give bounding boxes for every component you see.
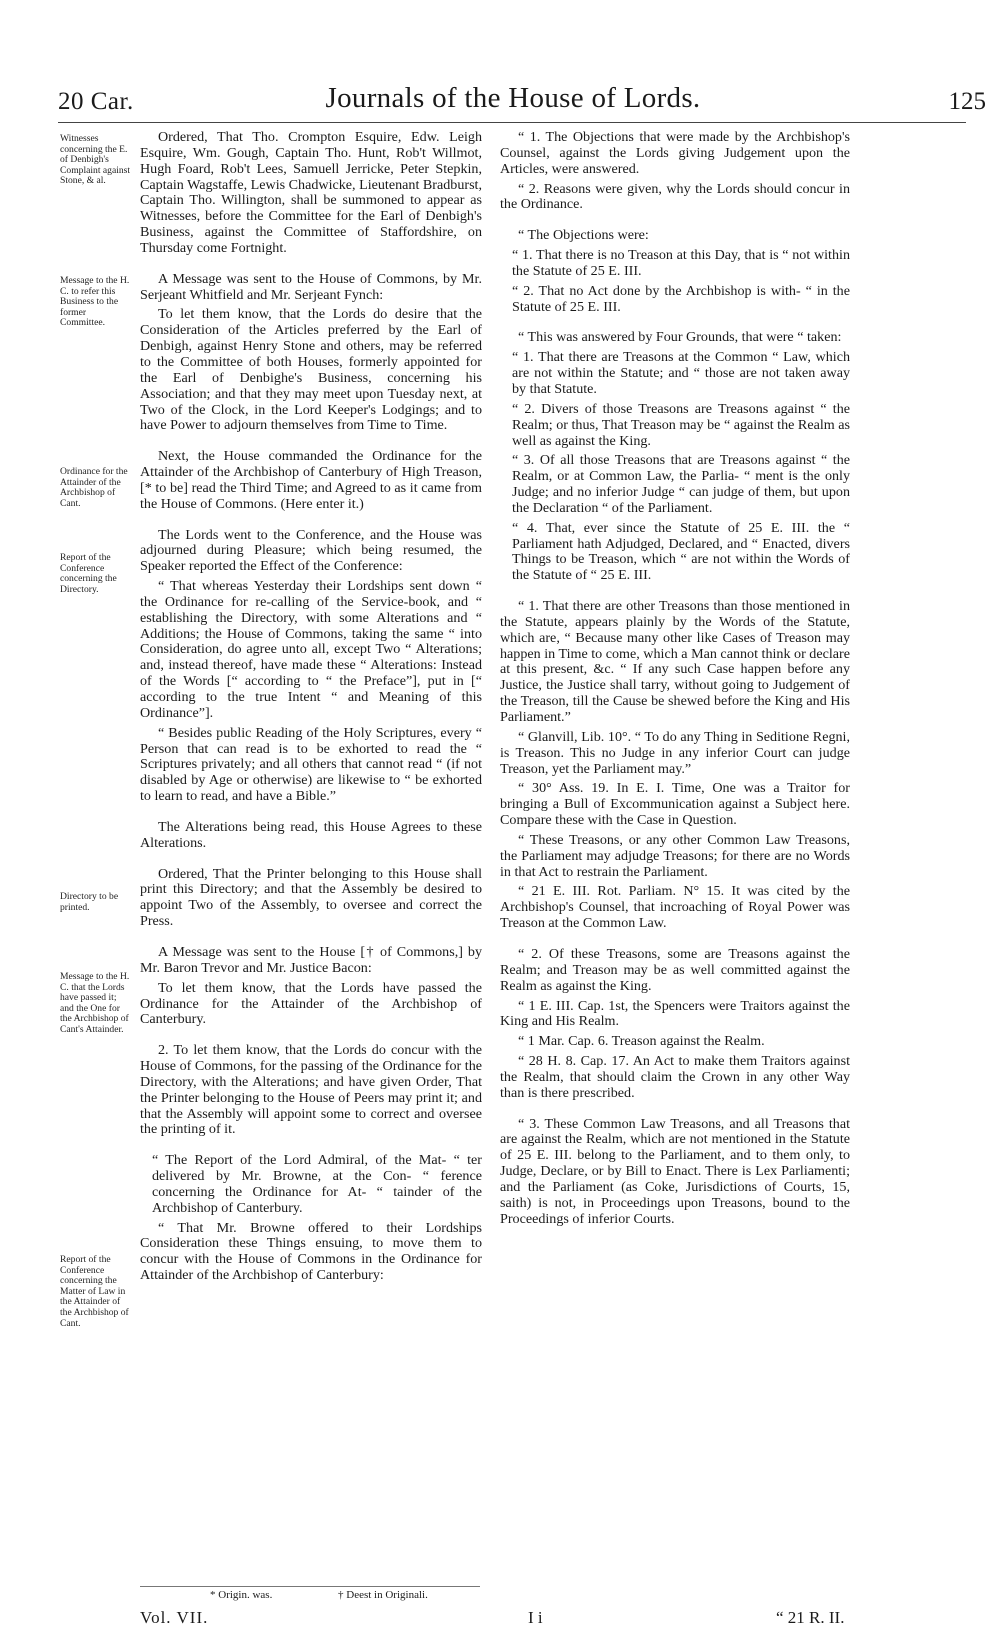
- paragraph-21-e-iii: “ 21 E. III. Rot. Parliam. N° 15. It was cited by the Archbishop's Counsel, that incroaching of Royal Power was Treason at the Common Law.: [500, 883, 850, 932]
- signature-mark: I i: [528, 1608, 543, 1627]
- margin-note-witnesses: Witnesses concerning the E. of Denbigh's Complaint against Stone, & al.: [60, 133, 131, 187]
- margin-note-message-refer: Message to the H. C. to refer this Business to the former Committee.: [60, 275, 130, 329]
- margin-note-report-law: Report of the Conference concerning the Matter of Law in the Attainder of the Archbishop of Cant.: [60, 1254, 129, 1329]
- paragraph-treasons-realm: “ 2. Of these Treasons, some are Treasons against the Realm; and Treason may be as well committed against the Realm as against the King.: [500, 945, 850, 994]
- paragraph-ordinance-third-reading: Next, the House commanded the Ordinance for the Attainder of the Archbishop of Canterbury of High Treason, [* to be] read the Third Time; and Agreed to as it came from the House of Commons. (Here enter it.): [140, 448, 482, 512]
- paragraph-four-grounds: “ This was answered by Four Grounds, that were “ taken:: [518, 329, 842, 346]
- paragraph-admiral-report-heading: “ The Report of the Lord Admiral, of the Mat- “ ter delivered by Mr. Browne, at the Con- “ ference concerning the Ordinance for At- “ tainder of the Archbishop of Canterbury.: [152, 1152, 482, 1216]
- paragraph-glanvill: “ Glanvill, Lib. 10°. “ To do any Thing in Seditione Regni, is Treason. This no Judge in any inferior Court can judge Treason, yet the Parliament may.”: [500, 728, 850, 777]
- paragraph-alterations-agreed: The Alterations being read, this House Agrees to these Alterations.: [140, 818, 482, 851]
- header-rule: [58, 122, 966, 123]
- running-title: Journals of the House of Lords.: [325, 82, 701, 114]
- paragraph-scriptures: “ Besides public Reading of the Holy Scriptures, every “ Person that can read is to be exhorted to read the “ Scriptures privately; and all others that cannot read “ (if not disabled by Age or otherwise) are likewise to “ be exhorted to learn to read, and have a Bible.”: [140, 724, 482, 805]
- paragraph-objections-answered: “ 1. The Objections that were made by the Archbishop's Counsel, against the Lords giving Judgement upon the Articles, were answered.: [500, 129, 850, 177]
- paragraph-28-h8: “ 28 H. 8. Cap. 17. An Act to make them Traitors against the Realm, that should claim the Crown in any other Way than is there prescribed.: [500, 1053, 850, 1101]
- regnal-year: 20 Car.: [58, 88, 134, 115]
- paragraph-conference-report: The Lords went to the Conference, and the House was adjourned during Pleasure; which being resumed, the Speaker reported the Effect of the Conference:: [140, 526, 482, 575]
- paragraph-service-book: “ That whereas Yesterday their Lordships sent down “ the Ordinance for re-calling of the Service-book, and “ establishing the Directory, with some Alterations and “ Additions; the House of Commons, taking the same “ into Consideration, do agree unto all, except Two “ Alterations; and, instead thereof, have made these “ Alterations: Instead of the Words [“ according to “ the Preface”], put in [“ according to the true Intent “ and Meaning of this Ordinance”].: [140, 578, 482, 721]
- paragraph-30-ass: “ 30° Ass. 19. In E. I. Time, One was a Traitor for bringing a Bull of Excommunication against a Subject here. Compare these with the Case in Question.: [500, 780, 850, 829]
- page-header: [58, 82, 986, 122]
- paragraph-objection-2: “ 2. That no Act done by the Archbishop is with- “ in the Statute of 25 E. III.: [512, 282, 850, 315]
- footnote-rule: [140, 1586, 480, 1587]
- margin-note-report-directory: Report of the Conference concerning the Directory.: [60, 552, 117, 595]
- paragraph-printer-order: Ordered, That the Printer belonging to this House shall print this Directory; and that the Assembly be desired to appoint Two of the Assembly, to oversee and correct the Press.: [140, 865, 482, 930]
- paragraph-objections-were: “ The Objections were:: [518, 227, 649, 244]
- paragraph-common-law-treasons: “ These Treasons, or any other Common Law Treasons, the Parliament may adjudge Treasons; for there are no Words in that Act to restrain the Parliament.: [500, 831, 850, 880]
- paragraph-other-treasons: “ 1. That there are other Treasons than those mentioned in the Statute, appears plainly by the Words of the Statute, which are, “ Because many other like Cases of Treason may happen in Time to come, which a Man cannot think or declare at this present, &c. “ If any such Case happen before any Justice, the Justice shall tarry, without going to Judgement of the Treason, till the Cause be shewed before the King and His Parliament.”: [500, 598, 850, 725]
- paragraph-ground-2: “ 2. Divers of those Treasons are Treasons against “ the Realm; or thus, That Treason may be “ against the Realm as well as against the King.: [512, 400, 850, 449]
- footnote-origin: * Origin. was.: [210, 1589, 273, 1601]
- margin-note-directory-printed: Directory to be printed.: [60, 891, 119, 913]
- paragraph-spencers: “ 1 E. III. Cap. 1st, the Spencers were Traitors against the King and His Realm.: [500, 997, 850, 1030]
- paragraph-lex-parliamenti: “ 3. These Common Law Treasons, and all Treasons that are against the Realm, which are not mentioned in the Statute of 25 E. III. belong to the Parliament, and to them only, to Judge, Declare, or by Bill to Enact. There is Lex Parliamenti; and the Parliament (as Coke, Jurisdictions of Courts, 15, saith) is not, in Proceedings upon Treasons, bound to the Proceedings of inferior Courts.: [500, 1115, 850, 1227]
- footnote-deest: † Deest in Originali.: [338, 1589, 428, 1601]
- paragraph-consideration-articles: To let them know, that the Lords do desire that the Consideration of the Articles preferred by the Earl of Denbigh, against Henry Stone and others, may be referred to the Committee of both Houses, formerly appointed for the Earl of Denbighe's Business, concerning his Association; and that they may meet upon Tuesday next, at Two of the Clock, in the Lord Keeper's Lodgings; and to have Power to adjourn themselves from Time to Time.: [140, 306, 482, 434]
- paragraph-message-trevor-bacon: A Message was sent to the House [† of Commons,] by Mr. Baron Trevor and Mr. Justice Bacon:: [140, 943, 482, 976]
- paragraph-concur-directory: 2. To let them know, that the Lords do concur with the House of Commons, for the passing of the Ordinance for the Directory, with the Alterations; and have given Order, That the Printer belonging to the House of Peers may print it; and that the Assembly will appoint some to correct and oversee the printing of it.: [140, 1042, 482, 1138]
- paragraph-ground-4: “ 4. That, ever since the Statute of 25 E. III. the “ Parliament hath Adjudged, Declared, and “ Enacted, divers Things to be Treason, which “ are not within the Words of the Statute of “ 25 E. III.: [512, 519, 850, 584]
- left-column: [140, 130, 482, 1288]
- paragraph-message-commons: A Message was sent to the House of Commons, by Mr. Serjeant Whitfield and Mr. Serjeant Fynch:: [140, 270, 482, 303]
- margin-note-message-passed: Message to the H. C. that the Lords have passed it; and the One for the Archbishop of Cant's Attainder.: [60, 971, 130, 1035]
- paragraph-witnesses-order: Ordered, That Tho. Crompton Esquire, Edw. Leigh Esquire, Wm. Gough, Captain Tho. Hunt, Rob't Willmot, Hugh Foard, Rob't Lees, Samuell Jerricke, Peter Stepkin, Captain Wagstaffe, Lewis Chadwicke, Lieutenant Bradburst, Captain Tho. Willington, shall be summoned to appear as Witnesses, before the Committee for the Earl of Denbigh's Business, against the Committee of Staffordshire, on Thursday come Fortnight.: [140, 129, 482, 256]
- paragraph-objection-1: “ 1. That there is no Treason at this Day, that is “ not within the Statute of 25 E. III.: [512, 247, 850, 279]
- paragraph-1-mar: “ 1 Mar. Cap. 6. Treason against the Realm.: [518, 1033, 765, 1050]
- right-column: [500, 130, 850, 1231]
- paragraph-reasons-given: “ 2. Reasons were given, why the Lords should concur in the Ordinance.: [500, 180, 850, 213]
- volume-label: Vol. VII.: [140, 1608, 209, 1627]
- margin-note-ordinance-attainder: Ordinance for the Attainder of the Archbishop of Cant.: [60, 466, 128, 509]
- paragraph-passed-attainder: To let them know, that the Lords have passed the Ordinance for the Attainder of the Archbishop of Canterbury.: [140, 979, 482, 1028]
- catchword: “ 21 R. II.: [776, 1608, 845, 1627]
- paragraph-ground-1: “ 1. That there are Treasons at the Common “ Law, which are not within the Statute; and “ those are not taken away by that Statute.: [512, 349, 850, 397]
- page-number: 125: [948, 88, 986, 115]
- paragraph-ground-3: “ 3. Of all those Treasons that are Treasons against “ the Realm, or at Common Law, the Parlia- “ ment is the only Judge; and no inferior Judge “ can judge of them, but upon the Declaration “ of the Parliament.: [512, 452, 850, 516]
- paragraph-browne-offered: “ That Mr. Browne offered to their Lordships Consideration these Things ensuing, to move them to concur with the House of Commons in the Ordinance for Attainder of the Archbishop of Canterbury:: [140, 1219, 482, 1284]
